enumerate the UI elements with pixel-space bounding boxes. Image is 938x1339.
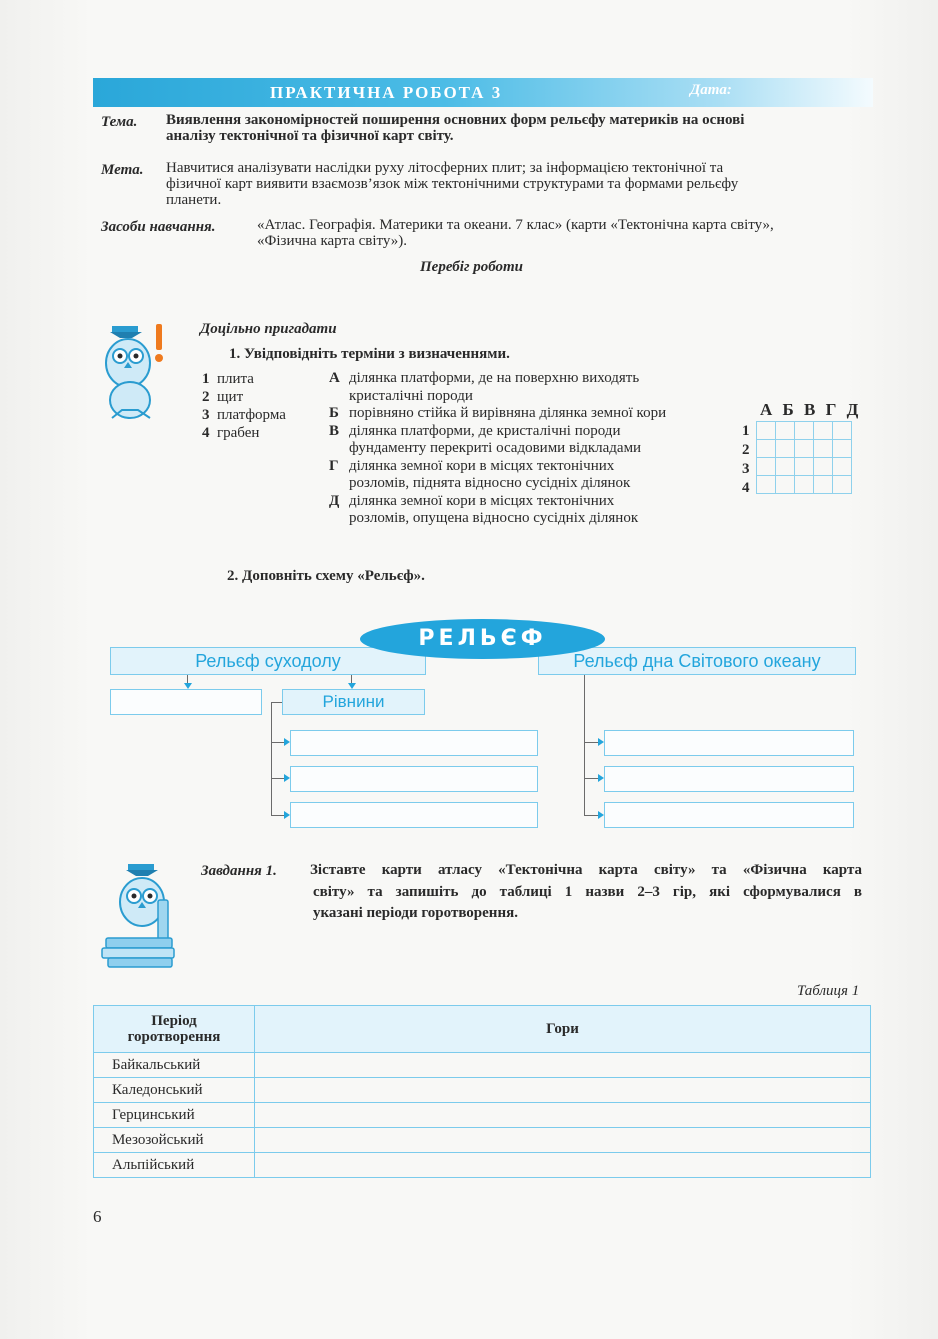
grid-cell[interactable] [833, 458, 852, 476]
task-line-1: Зіставте карти атласу «Тектонічна карта світу» та «Фізична карта [310, 862, 862, 878]
page-number: 6 [93, 1207, 102, 1226]
grid-cell[interactable] [795, 422, 814, 440]
grid-cell[interactable] [776, 440, 795, 458]
grid-cell[interactable] [776, 476, 795, 494]
grid-cell[interactable] [757, 422, 776, 440]
ocean-relief-input[interactable] [604, 802, 854, 828]
table-row [94, 1103, 871, 1128]
means-line-2: «Фізична карта світу»). [257, 233, 407, 249]
land-relief-box: Рельєф суходолу [110, 647, 426, 675]
answer-grid-header: А Б В Г Д [760, 400, 862, 419]
mountains-cell[interactable] [255, 1153, 871, 1178]
connector-line [271, 815, 285, 816]
progress-title: Перебіг роботи [420, 259, 524, 275]
connector-line [584, 675, 585, 816]
grid-cell[interactable] [814, 440, 833, 458]
mountains-cell[interactable] [255, 1053, 871, 1078]
task-2-heading: 2. Доповніть схему «Рельєф». [227, 568, 425, 584]
grid-cell[interactable] [757, 476, 776, 494]
grid-row-label: 1 [742, 423, 750, 439]
table-header-mountains: Гори [255, 1006, 871, 1053]
table-row [94, 1153, 871, 1178]
terms-list [202, 370, 286, 442]
connector-line [584, 815, 599, 816]
recall-title: Доцільно пригадати [200, 321, 337, 337]
mountains-cell[interactable] [255, 1078, 871, 1103]
plains-type-input[interactable] [290, 766, 538, 792]
grid-cell[interactable] [814, 476, 833, 494]
grid-cell[interactable] [833, 422, 852, 440]
definition-item: Б порівняно стійка й вирівняна ділянка земної кори [329, 405, 667, 421]
means-label: Засоби навчання. [101, 219, 216, 235]
definition-item: Д ділянка земної кори в місцях тектонічних розломів, опущена відносно сусідніх ділянок [329, 492, 639, 526]
connector-line [271, 702, 272, 816]
grid-cell[interactable] [795, 458, 814, 476]
table-row [94, 1053, 871, 1078]
period-cell: Байкальський [94, 1053, 255, 1078]
owl-with-books-icon [98, 860, 184, 970]
grid-cell[interactable] [776, 458, 795, 476]
table-caption: Таблиця 1 [797, 983, 860, 999]
connector-line [271, 778, 285, 779]
grid-cell[interactable] [833, 440, 852, 458]
mountains-cell[interactable] [255, 1103, 871, 1128]
grid-cell[interactable] [795, 476, 814, 494]
ocean-relief-box: Рельєф дна Світового океану [538, 647, 856, 675]
topic-line-2: аналізу тектонічної та фізичної карт світу. [166, 128, 454, 144]
connector-line [271, 742, 285, 743]
connector-line [271, 702, 282, 703]
task-line-3: указані періоди горотворення. [313, 905, 518, 921]
grid-row-label: 3 [742, 461, 750, 477]
definition-item: В ділянка платформи, де кристалічні породи фундаменту перекриті осадовими відкладами [329, 422, 642, 456]
task-label: Завдання 1. [201, 863, 277, 879]
page-title: ПРАКТИЧНА РОБОТА 3 [270, 83, 503, 102]
connector-line [584, 778, 599, 779]
task-line-2: світу» та запишіть до таблиці 1 назви 2–3 гір, які сформувалися в [313, 884, 862, 900]
plains-type-input[interactable] [290, 730, 538, 756]
means-line-1: «Атлас. Географія. Материки та океани. 7 клас» (карти «Тектонічна карта світу», [257, 217, 774, 233]
term-item: 2 щит [202, 389, 244, 405]
ocean-relief-input[interactable] [604, 766, 854, 792]
grid-cell[interactable] [776, 422, 795, 440]
mountain-building-table [93, 1005, 871, 1178]
goal-line-3: планети. [166, 192, 222, 208]
answer-grid [756, 421, 852, 494]
definition-item: А ділянка платформи, де на поверхню виходять кристалічні породи [329, 370, 640, 404]
period-cell: Мезозойський [94, 1128, 255, 1153]
mountains-blank-box[interactable] [110, 689, 262, 715]
grid-row-label: 2 [742, 442, 750, 458]
relief-oval: РЕЛЬЄФ [360, 619, 605, 659]
topic-line-1: Виявлення закономірностей поширення основних форм рельєфу материків на основі [166, 112, 745, 128]
grid-cell[interactable] [757, 440, 776, 458]
term-item: 1 плита [202, 371, 254, 387]
topic-label: Тема. [101, 114, 138, 130]
grid-row-label: 4 [742, 480, 750, 496]
period-cell: Каледонський [94, 1078, 255, 1103]
table-row [94, 1128, 871, 1153]
grid-cell[interactable] [814, 458, 833, 476]
goal-line-1: Навчитися аналізувати наслідки руху літосферних плит; за інформацією тектонічної та [166, 160, 724, 176]
date-label: Дата: [690, 82, 732, 98]
period-cell: Альпійський [94, 1153, 255, 1178]
goal-line-2: фізичної карт виявити взаємозв’язок між тектонічними структурами та формами рельєфу [166, 176, 739, 192]
grid-cell[interactable] [833, 476, 852, 494]
term-item: 3 платформа [202, 407, 286, 423]
task-1-heading: 1. Увідповідніть терміни з визначеннями. [229, 346, 510, 362]
owl-mascot-icon [102, 318, 170, 426]
plains-type-input[interactable] [290, 802, 538, 828]
table-header-period: Період горотворення [94, 1006, 255, 1053]
table-row [94, 1078, 871, 1103]
plains-box: Рівнини [282, 689, 425, 715]
definition-item: Г ділянка земної кори в місцях тектонічних розломів, піднята відносно сусідніх ділянок [329, 457, 631, 491]
grid-cell[interactable] [757, 458, 776, 476]
mountains-cell[interactable] [255, 1128, 871, 1153]
grid-cell[interactable] [795, 440, 814, 458]
ocean-relief-input[interactable] [604, 730, 854, 756]
definitions-list [329, 370, 666, 528]
connector-line [584, 742, 599, 743]
goal-label: Мета. [101, 162, 144, 178]
term-item: 4 грабен [202, 425, 260, 441]
period-cell: Герцинський [94, 1103, 255, 1128]
grid-cell[interactable] [814, 422, 833, 440]
